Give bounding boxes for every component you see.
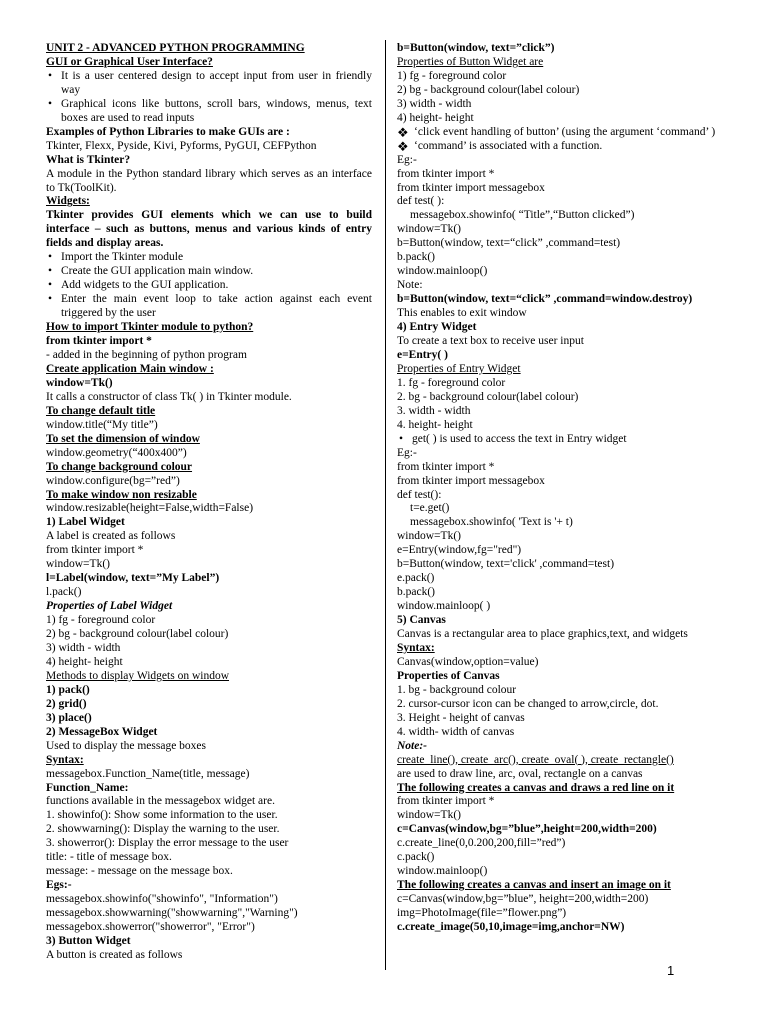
right-line: messagebox.showinfo( “Title”,“Button clicked”) [410, 209, 635, 222]
right-line: b=Button(window, text='click' ,command=test) [397, 558, 615, 571]
right-line: 4. width- width of canvas [397, 725, 515, 738]
right-line: Syntax: [397, 641, 435, 654]
left-line: A label is created as follows [46, 530, 176, 543]
right-line: e=Entry(window,fg="red") [397, 544, 522, 557]
left-line: 3) Button Widget [46, 935, 131, 947]
left-line: Function_Name: [46, 781, 129, 794]
right-line: 1) fg - foreground color [397, 69, 507, 82]
right-line: def test( ): [397, 195, 445, 208]
right-line: window.mainloop() [397, 265, 488, 278]
left-line: • Enter the main event loop to take action against each event triggered by the user [46, 293, 372, 321]
right-line: Eg:- [397, 153, 417, 166]
column-divider [385, 40, 386, 970]
right-line: e.pack() [397, 572, 435, 585]
left-line: 1. showinfo(): Show some information to the user. [46, 809, 278, 822]
right-line: This enables to exit window [397, 307, 527, 320]
left-line: Properties of Label Widget [46, 600, 173, 613]
right-line: c.pack() [397, 851, 435, 864]
right-line: Note: [397, 279, 423, 292]
left-line: Tkinter, Flexx, Pyside, Kivi, Pyforms, PyGUI, CEFPython [46, 139, 317, 152]
right-line: The following creates a canvas and insert an image on it [397, 879, 671, 892]
right-line: e=Entry( ) [397, 348, 448, 361]
right-line: def test(): [397, 488, 442, 501]
right-line: b.pack() [397, 586, 435, 599]
right-line: 2. cursor-cursor icon can be changed to arrow,circle, dot. [397, 697, 659, 710]
left-line: from tkinter import * [46, 335, 152, 348]
left-line: window=Tk() [46, 376, 113, 389]
right-line: are used to draw line, arc, oval, rectangle on a canvas [397, 767, 643, 780]
left-line: l.pack() [46, 586, 82, 599]
left-line: window=Tk() [46, 558, 110, 571]
left-line: 3) width - width [46, 641, 121, 654]
right-line: 2. bg - background colour(label colour) [397, 390, 579, 403]
right-line: To create a text box to receive user input [397, 335, 584, 348]
left-line: A module in the Python standard library which serves as an interface to Tk(ToolKit). [46, 167, 372, 194]
left-line: - added in the beginning of python program [46, 348, 247, 361]
left-line: title: - title of message box. [46, 851, 172, 864]
right-line: messagebox.showinfo( 'Text is '+ t) [410, 516, 573, 529]
left-line: window.configure(bg=”red”) [46, 474, 180, 487]
right-line: Properties of Button Widget are [397, 55, 544, 68]
left-line: window.title(“My title”) [46, 418, 158, 431]
right-line: 5) Canvas [397, 614, 446, 627]
left-column [46, 42, 372, 963]
left-line: Tkinter provides GUI elements which we can use to build interface – such as buttons, menus and various kinds of entry fields and display areas. [46, 209, 372, 250]
right-line: window=Tk() [397, 530, 461, 543]
right-line: Eg:- [397, 446, 417, 459]
right-line: 4) height- height [397, 111, 474, 124]
right-line: b.pack() [397, 251, 435, 264]
left-line: window.geometry(“400x400”) [46, 446, 187, 459]
left-line: 3. showerror(): Display the error message to the user [46, 837, 289, 850]
right-line: 4) Entry Widget [397, 321, 477, 334]
right-line: from tkinter import messagebox [397, 474, 545, 487]
left-line: 2) grid() [46, 697, 87, 710]
right-line: b=Button(window, text=“click” ,command=test) [397, 237, 621, 250]
left-line: To make window non resizable [46, 488, 197, 501]
page-number: 1 [667, 963, 675, 978]
left-line: messagebox.showwarning("showwarning","Warning") [46, 907, 298, 920]
left-line: It calls a constructor of class Tk( ) in Tkinter module. [46, 390, 292, 403]
right-line: • get( ) is used to access the text in Entry widget [397, 433, 721, 447]
right-line: 2) bg - background colour(label colour) [397, 83, 580, 96]
right-line: from tkinter import * [397, 460, 495, 473]
left-line: UNIT 2 - ADVANCED PYTHON PROGRAMMING [46, 42, 305, 54]
right-line: Canvas(window,option=value) [397, 655, 539, 668]
right-line: window=Tk() [397, 809, 461, 822]
left-line: messagebox.showinfo("showinfo", "Information") [46, 893, 278, 906]
right-line: 3) width - width [397, 97, 472, 110]
right-line: ❖ ‘click event handling of button’ (using the argument ‘command’ ) [397, 126, 721, 140]
left-line: from tkinter import * [46, 544, 144, 557]
right-line: from tkinter import messagebox [397, 181, 545, 194]
left-line: To change background colour [46, 460, 193, 473]
left-line: Used to display the message boxes [46, 739, 207, 752]
left-line: Create application Main window : [46, 362, 214, 375]
left-line: messagebox.Function_Name(title, message) [46, 767, 250, 780]
right-line: Properties of Entry Widget [397, 362, 521, 375]
left-line: • Create the GUI application main window. [46, 265, 372, 279]
right-line: The following creates a canvas and draws a red line on it [397, 781, 675, 794]
left-line: message: - message on the message box. [46, 865, 233, 878]
left-line: 1) fg - foreground color [46, 614, 156, 627]
left-line: What is Tkinter? [46, 153, 131, 166]
right-line: b=Button(window, text=”click”) [397, 42, 555, 54]
right-line: c=Canvas(window,bg=”blue”, height=200,width=200) [397, 893, 649, 906]
left-line: To change default title [46, 404, 156, 417]
left-line: GUI or Graphical User Interface? [46, 55, 213, 68]
left-line: Egs:- [46, 879, 72, 892]
right-line: Canvas is a rectangular area to place graphics,text, and widgets [397, 628, 688, 641]
right-line: 4. height- height [397, 418, 473, 431]
left-line: To set the dimension of window [46, 432, 200, 445]
left-line: 2) bg - background colour(label colour) [46, 628, 229, 641]
left-line: functions available in the messagebox widget are. [46, 795, 275, 808]
left-line: • Add widgets to the GUI application. [46, 279, 372, 293]
right-line: ❖ ‘command’ is associated with a function. [397, 140, 721, 154]
right-line: from tkinter import * [397, 795, 495, 808]
right-line: 1. bg - background colour [397, 683, 517, 696]
right-line: c=Canvas(window,bg=”blue”,height=200,width=200) [397, 823, 657, 836]
right-line: b=Button(window, text=“click” ,command=window.destroy) [397, 293, 693, 306]
left-line: window.resizable(height=False,width=False) [46, 502, 254, 515]
right-line: Properties of Canvas [397, 669, 500, 682]
right-line: 3. Height - height of canvas [397, 711, 525, 724]
right-line: window.mainloop( ) [397, 600, 491, 613]
left-line: How to import Tkinter module to python? [46, 321, 254, 334]
left-line: 3) place() [46, 711, 92, 724]
right-line: c.create_image(50,10,image=img,anchor=NW) [397, 921, 625, 934]
left-line: Examples of Python Libraries to make GUIs are : [46, 125, 290, 138]
left-line: • It is a user centered design to accept input from user in friendly way [46, 70, 372, 98]
right-line: window.mainloop() [397, 865, 488, 878]
right-column [397, 42, 721, 935]
right-line: img=PhotoImage(file=”flower.png”) [397, 907, 567, 920]
left-line: messagebox.showerror("showerror", "Error") [46, 921, 255, 934]
right-line: create_line(), create_arc(), create_oval( ), create_rectangle() [397, 753, 674, 766]
right-line: c.create_line(0,0.200,200,fill=”red”) [397, 837, 566, 850]
left-line: Methods to display Widgets on window [46, 669, 230, 682]
left-line: • Graphical icons like buttons, scroll bars, windows, menus, text boxes are used to read inputs [46, 98, 372, 126]
right-line: window=Tk() [397, 223, 461, 236]
left-line: l=Label(window, text=”My Label”) [46, 572, 220, 585]
right-line: 3. width - width [397, 404, 471, 417]
left-line: • Import the Tkinter module [46, 251, 372, 265]
right-line: Note:- [397, 739, 428, 752]
left-line: 4) height- height [46, 655, 123, 668]
right-line: 1. fg - foreground color [397, 376, 506, 389]
left-line: 1) Label Widget [46, 516, 125, 529]
left-line: 2) MessageBox Widget [46, 725, 158, 738]
right-line: from tkinter import * [397, 167, 495, 180]
left-line: Widgets: [46, 195, 90, 208]
right-line: t=e.get() [410, 502, 450, 515]
left-line: 1) pack() [46, 683, 90, 696]
left-line: Syntax: [46, 753, 84, 766]
left-line: 2. showwarning(): Display the warning to the user. [46, 823, 280, 836]
left-line: A button is created as follows [46, 948, 183, 961]
